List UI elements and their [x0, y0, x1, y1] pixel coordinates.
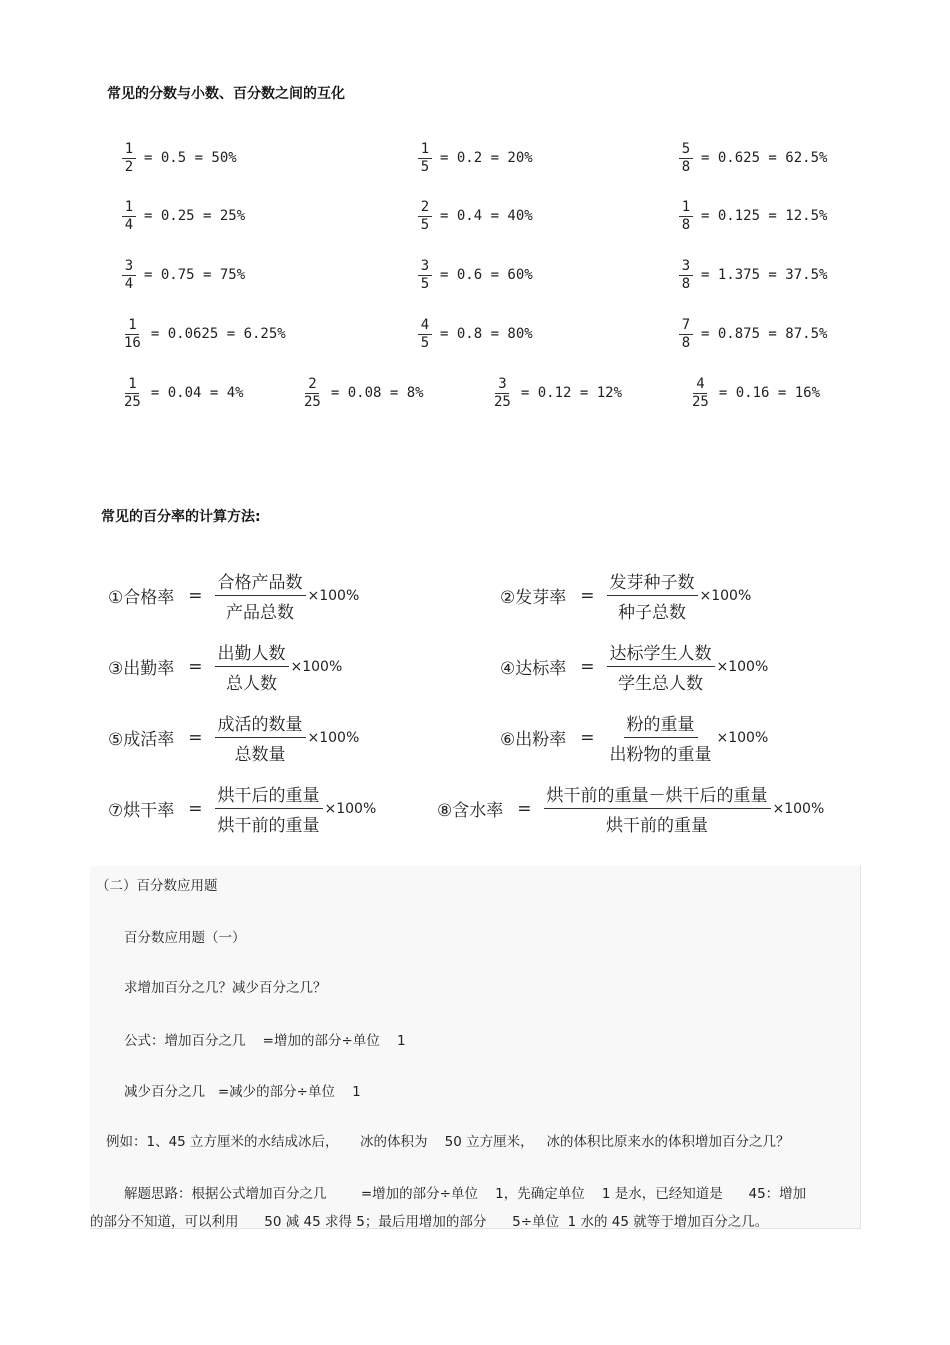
conversion-item: $\frac{1}{8}$ = 0.125 = 12.5% — [679, 200, 827, 232]
formula-moisture-rate: ⑧含水率 = $\frac{\text{烘干前的重量－烘干后的重量}}{\text{烘干前的重量}}$ ×100% — [437, 781, 824, 836]
formula-germination-rate: ②发芽率 = $\frac{\text{发芽种子数}}{\text{种子总数}}$ ×100% — [500, 568, 751, 623]
fraction: $\frac{2}{25}$ — [304, 376, 321, 410]
fraction: $\frac{1}{25}$ — [124, 376, 141, 410]
conversion-item: $\frac{2}{5}$ = 0.4 = 40% — [418, 200, 533, 232]
applied-problems-panel — [90, 866, 861, 1229]
fraction: $\frac{3}{4}$ — [122, 259, 136, 291]
conversion-item: $\frac{3}{8}$ = 1.375 = 37.5% — [679, 259, 827, 291]
formula-flour-rate: ⑥出粉率 = $\frac{\text{粉的重量}}{\text{出粉物的重量}}$ ×100% — [500, 710, 768, 765]
formula-increase: 公式：增加百分之几 =增加的部分÷单位 1 — [124, 1033, 406, 1049]
solution-text-continued: 的部分不知道，可以利用 50 减 45 求得 5；最后用增加的部分 5÷单位 1 水的 45 就等于增加百分之几。 — [90, 1214, 769, 1230]
fraction: $\frac{4}{5}$ — [418, 318, 432, 350]
conversion-item: $\frac{2}{25}$ = 0.08 = 8% — [304, 376, 424, 410]
fraction: $\frac{1}{2}$ — [122, 142, 136, 174]
fraction: $\frac{4}{25}$ — [692, 376, 709, 410]
conversion-item: $\frac{1}{16}$ = 0.0625 = 6.25% — [124, 317, 286, 351]
conversion-item: $\frac{3}{25}$ = 0.12 = 12% — [494, 376, 623, 410]
fraction: $\frac{3}{25}$ — [494, 376, 511, 410]
fraction: $\frac{3}{5}$ — [418, 259, 432, 291]
section-heading: （二）百分数应用题 — [96, 878, 218, 894]
fraction: $\frac{2}{5}$ — [418, 200, 432, 232]
conversion-item: $\frac{1}{2}$ = 0.5 = 50% — [122, 142, 237, 174]
conversion-item: $\frac{1}{25}$ = 0.04 = 4% — [124, 376, 244, 410]
fraction: $\frac{5}{8}$ — [679, 142, 693, 174]
fraction: $\frac{3}{8}$ — [679, 259, 693, 291]
rates-title: 常见的百分率的计算方法: — [101, 509, 261, 525]
conversion-item: $\frac{3}{5}$ = 0.6 = 60% — [418, 259, 533, 291]
formula-survival-rate: ⑤成活率 = $\frac{\text{成活的数量}}{\text{总数量}}$ ×100% — [108, 710, 359, 765]
conversion-item: $\frac{3}{4}$ = 0.75 = 75% — [122, 259, 245, 291]
conversion-item: $\frac{4}{25}$ = 0.16 = 16% — [692, 376, 821, 410]
fraction: $\frac{1}{4}$ — [122, 200, 136, 232]
fraction: $\frac{1}{16}$ — [124, 317, 141, 351]
example-text: 例如：1、45 立方厘米的水结成冰后， 冰的体积为 50 立方厘米， 冰的体积比原来水的体积增加百分之几？ — [106, 1134, 790, 1150]
solution-text: 解题思路：根据公式增加百分之几 =增加的部分÷单位 1，先确定单位 1 是水，已经知道是 45：增加 — [124, 1186, 807, 1202]
conversion-title: 常见的分数与小数、百分数之间的互化 — [107, 86, 345, 102]
formula-attendance-rate: ③出勤率 = $\frac{\text{出勤人数}}{\text{总人数}}$ ×100% — [108, 639, 342, 694]
conversion-item: $\frac{4}{5}$ = 0.8 = 80% — [418, 318, 533, 350]
formula-pass-rate: ④达标率 = $\frac{\text{达标学生人数}}{\text{学生总人数}}$ ×100% — [500, 639, 768, 694]
conversion-item: $\frac{5}{8}$ = 0.625 = 62.5% — [679, 142, 827, 174]
formula-qualified-rate: ①合格率 = $\frac{\text{合格产品数}}{\text{产品总数}}$ ×100% — [108, 568, 359, 623]
fraction: $\frac{1}{8}$ — [679, 200, 693, 232]
conversion-item: $\frac{7}{8}$ = 0.875 = 87.5% — [679, 318, 827, 350]
question-text: 求增加百分之几？减少百分之几？ — [124, 980, 327, 996]
conversion-item: $\frac{1}{5}$ = 0.2 = 20% — [418, 142, 533, 174]
conversion-item: $\frac{1}{4}$ = 0.25 = 25% — [122, 200, 245, 232]
formula-drying-rate: ⑦烘干率 = $\frac{\text{烘干后的重量}}{\text{烘干前的重量}}$ ×100% — [108, 781, 376, 836]
fraction: $\frac{1}{5}$ — [418, 142, 432, 174]
formula-decrease: 减少百分之几 =减少的部分÷单位 1 — [124, 1084, 361, 1100]
fraction: $\frac{7}{8}$ — [679, 318, 693, 350]
subsection-heading: 百分数应用题（一） — [124, 930, 246, 946]
